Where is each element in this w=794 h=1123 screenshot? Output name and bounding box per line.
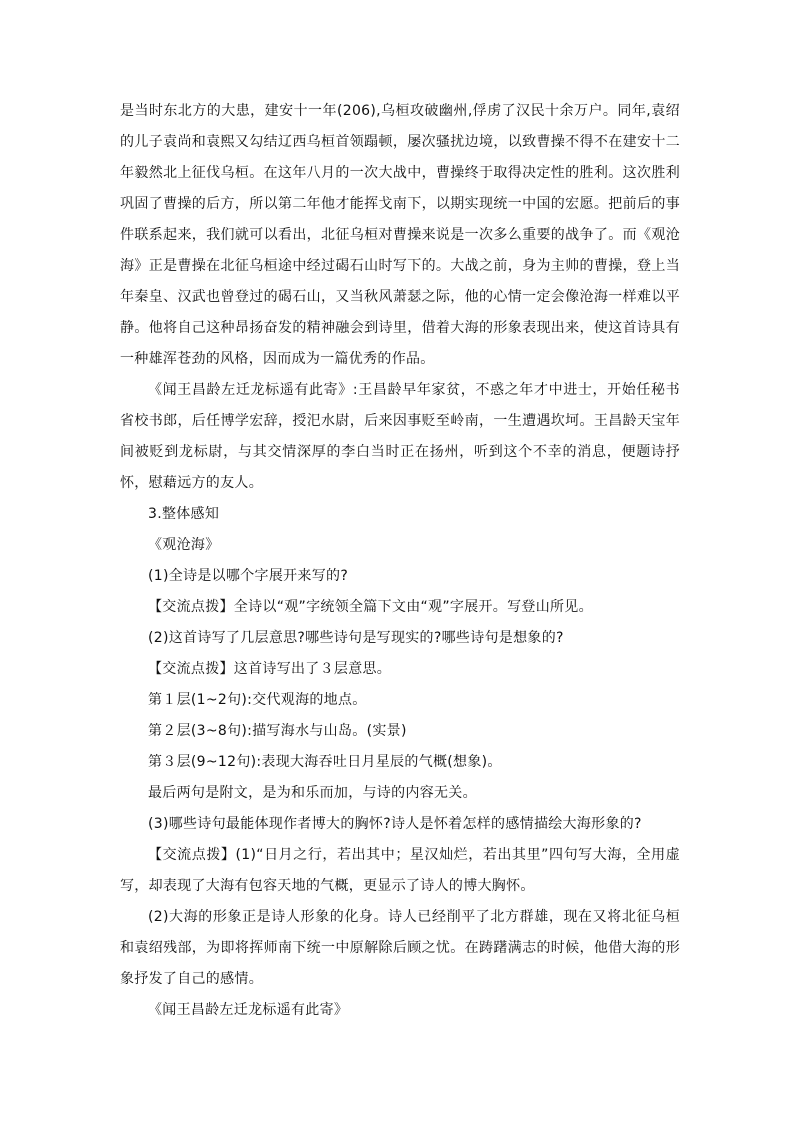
section-heading-overall-perception: 3.整体感知: [148, 506, 220, 522]
paragraph-background-wang-changling: 《闻王昌龄左迁龙标遥有此寄》:王昌龄早年家贫，不惑之年才中进士，开始任秘书省校书郎，后任博学宏辞，授汜水尉，后来因事贬至岭南，一生遭遇坎坷。王昌龄天宝年间被贬到龙标尉，与其交情深厚的李白当时正在扬州，听到这个不幸的消息，便题诗抒怀，慰藉远方的友人。: [120, 382, 680, 491]
last-two-lines-note: 最后两句是附文，是为和乐而加，与诗的内容无关。: [148, 785, 477, 801]
layer-3: 第３层(9~12句):表现大海吞吐日月星辰的气概(想象)。: [148, 754, 502, 770]
paragraph-background-cao-cao: 是当时东北方的大患，建安十一年(206),乌桓攻破幽州,俘虏了汉民十余万户。同年,袁绍的儿子袁尚和袁熙又勾结辽西乌桓首领蹋顿，屡次骚扰边境，以致曹操不得不在建安十二年毅然北上征伐乌桓。在这年八月的一次大战中，曹操终于取得决定性的胜利。这次胜利巩固了曹操的后方，所以第二年他才能挥戈南下，以期实现统一中国的宏愿。把前后的事件联系起来，我们就可以看出，北征乌桓对曹操来说是一次多么重要的战争了。而《观沧海》正是曹操在北征乌桓途中经过碣石山时写下的。大战之前，身为主帅的曹操，登上当年秦皇、汉武也曾登过的碣石山，又当秋风萧瑟之际，他的心情一定会像沧海一样难以平静。他将自己这种昂扬奋发的精神融会到诗里，借着大海的形象表现出来，使这首诗具有一种雄浑苍劲的风格，因而成为一篇优秀的作品。: [120, 103, 680, 367]
answer-3-part-1: 【交流点拨】(1)“日月之行，若出其中；星汉灿烂，若出其里”四句写大海，全用虚写，却表现了大海有包容天地的气概，更显示了诗人的博大胸怀。: [120, 847, 680, 894]
question-3: (3)哪些诗句最能体现作者博大的胸怀?诗人是怀着怎样的感情描绘大海形象的?: [148, 816, 642, 832]
answer-3-part-2: (2)大海的形象正是诗人形象的化身。诗人已经削平了北方群雄，现在又将北征乌桓和袁绍残部，为即将挥师南下统一中原解除后顾之忧。在踌躇满志的时候，他借大海的形象抒发了自己的感情。: [120, 909, 680, 987]
answer-1: 【交流点拨】全诗以“观”字统领全篇下文由“观”字展开。写登山所见。: [148, 599, 593, 615]
poem-title-wen-wang-changling: 《闻王昌龄左迁龙标遥有此寄》: [148, 1002, 349, 1018]
document-page: [120, 96, 680, 1026]
layer-2: 第２层(3~8句):描写海水与山岛。(实景): [148, 723, 407, 739]
layer-1: 第１层(1~2句):交代观海的地点。: [148, 692, 367, 708]
answer-2: 【交流点拨】这首诗写出了３层意思。: [148, 661, 392, 677]
poem-title-guan-cang-hai: 《观沧海》: [148, 537, 220, 553]
question-1: (1)全诗是以哪个字展开来写的?: [148, 568, 349, 584]
question-2: (2)这首诗写了几层意思?哪些诗句是写现实的?哪些诗句是想象的?: [148, 630, 564, 646]
